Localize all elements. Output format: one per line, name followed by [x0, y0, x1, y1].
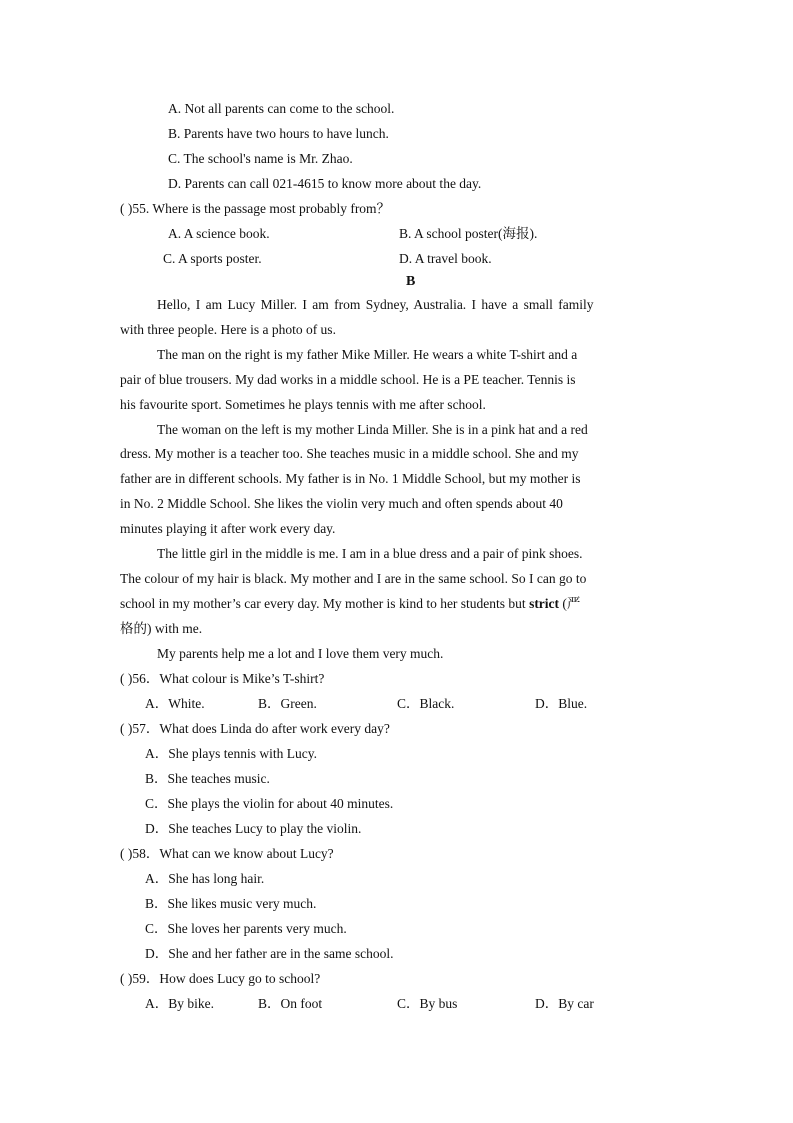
passage-line: with three people. Here is a photo of us. — [120, 322, 336, 337]
q54-option-a: A. Not all parents can come to the school. — [168, 101, 395, 116]
q54-option-b: B. Parents have two hours to have lunch. — [168, 126, 389, 141]
q57-option-d: D．She teaches Lucy to play the violin. — [145, 821, 362, 836]
q58-option-b: B．She likes music very much. — [145, 896, 317, 911]
passage-line: 格的) with me. — [120, 621, 203, 636]
passage-line: dress. My mother is a teacher too. She teaches music in a middle school. She and my — [120, 446, 579, 461]
passage-line: minutes playing it after work every day. — [120, 521, 336, 536]
q58-option-d: D．She and her father are in the same school. — [145, 946, 394, 961]
passage-line: The woman on the left is my mother Linda Miller. She is in a pink hat and a red — [157, 422, 588, 437]
q59-stem: ( )59．How does Lucy go to school? — [120, 971, 321, 986]
passage-line: My parents help me a lot and I love them very much. — [157, 646, 444, 661]
passage-line: Hello, I am Lucy Miller. I am from Sydney, Australia. I have a small family — [157, 297, 594, 312]
vocab-gloss: (严 — [562, 596, 581, 611]
q57-option-a: A．She plays tennis with Lucy. — [145, 746, 317, 761]
vocab-word: strict — [529, 596, 560, 611]
passage-line: his favourite sport. Sometimes he plays tennis with me after school. — [120, 397, 486, 412]
q56-option-c: C．Black. — [397, 696, 455, 711]
q54-option-d: D. Parents can call 021-4615 to know more about the day. — [168, 176, 482, 191]
section-heading: B — [406, 274, 416, 289]
q59-option-a: A．By bike. — [145, 996, 214, 1011]
q59-option-c: C．By bus — [397, 996, 458, 1011]
passage-line: father are in different schools. My father is in No. 1 Middle School, but my mother is — [120, 471, 581, 486]
q55-option-d: D. A travel book. — [399, 251, 492, 266]
passage-line: pair of blue trousers. My dad works in a middle school. He is a PE teacher. Tennis is — [120, 372, 576, 387]
q59-option-d: D．By car — [535, 996, 594, 1011]
q57-option-c: C．She plays the violin for about 40 minutes. — [145, 796, 394, 811]
q56-stem: ( )56．What colour is Mike’s T-shirt? — [120, 671, 325, 686]
q58-stem: ( )58．What can we know about Lucy? — [120, 846, 334, 861]
q57-stem: ( )57．What does Linda do after work every day? — [120, 721, 390, 736]
q58-option-a: A．She has long hair. — [145, 871, 265, 886]
passage-line: The man on the right is my father Mike Miller. He wears a white T-shirt and a — [157, 347, 578, 362]
passage-text: school in my mother’s car every day. My mother is kind to her students but — [120, 596, 526, 611]
q55-option-c: C. A sports poster. — [163, 251, 262, 266]
passage-line: The colour of my hair is black. My mother and I are in the same school. So I can go to — [120, 571, 587, 586]
q55-option-b: B. A school poster(海报). — [399, 226, 538, 241]
q56-option-a: A．White. — [145, 696, 205, 711]
passage-line: in No. 2 Middle School. She likes the violin very much and often spends about 40 — [120, 496, 563, 511]
q58-option-c: C．She loves her parents very much. — [145, 921, 347, 936]
q56-option-b: B．Green. — [258, 696, 317, 711]
q55-stem: ( )55. Where is the passage most probably from？ — [120, 201, 391, 216]
q56-option-d: D．Blue. — [535, 696, 588, 711]
q59-option-b: B．On foot — [258, 996, 323, 1011]
q57-option-b: B．She teaches music. — [145, 771, 270, 786]
passage-line — [120, 595, 580, 613]
q54-option-c: C. The school's name is Mr. Zhao. — [168, 151, 353, 166]
passage-line: The little girl in the middle is me. I am in a blue dress and a pair of pink shoes. — [157, 546, 583, 561]
q55-option-a: A. A science book. — [168, 226, 270, 241]
